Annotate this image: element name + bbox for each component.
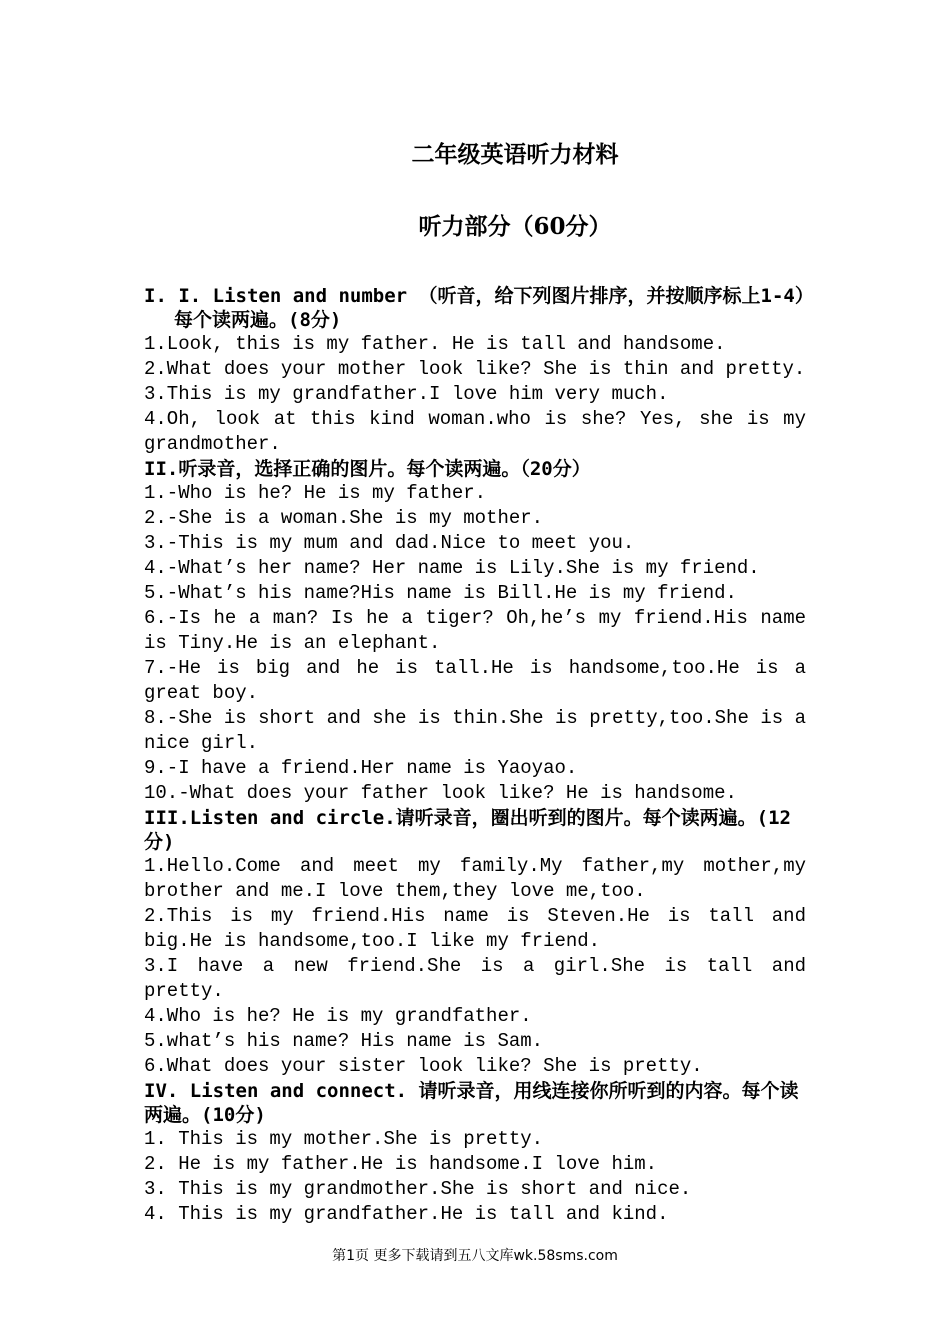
section-3-line-2: 2.This is my friend.His name is Steven.He is tall and big.He is handsome,too.I like my friend. [144,905,806,952]
section-4-line-3: 3. This is my grandmother.She is short and nice. [144,1178,692,1200]
section-2-line-5: 5.-What’s his name?His name is Bill.He is my friend. [144,582,737,604]
section-2-line-2: 2.-She is a woman.She is my mother. [144,507,544,529]
section-1-line-1: 1.Look, this is my father. He is tall and handsome. [144,333,726,355]
section-1-heading: I. I. Listen and number （听音，给下列图片排序，并按顺序标上1-4）每个读两遍。(8分) [144,285,805,331]
section-1-line-2: 2.What does your mother look like? She is thin and pretty. [144,358,806,380]
section-2-line-3: 3.-This is my mum and dad.Nice to meet you. [144,532,635,554]
listening-content [144,284,806,1227]
section-2-line-10: 10.-What does your father look like? He is handsome. [144,782,737,804]
section-2-line-9: 9.-I have a friend.Her name is Yaoyao. [144,757,578,779]
section-4-heading: IV. Listen and connect. 请听录音，用线连接你所听到的内容。每个读两遍。(10分) [144,1080,799,1126]
section-3-line-6: 6.What does your sister look like? She is pretty. [144,1055,703,1077]
section-1 [144,284,806,457]
section-2-line-6: 6.-Is he a man? Is he a tiger? Oh,he’s my friend.His name is Tiny.He is an elephant. [144,607,806,654]
section-1-line-3: 3.This is my grandfather.I love him very much. [144,383,669,405]
section-2 [144,457,806,806]
section-2-line-8: 8.-She is short and she is thin.She is pretty,too.She is a nice girl. [144,707,806,754]
section-4-line-4: 4. This is my grandfather.He is tall and kind. [144,1203,669,1225]
section-4-line-2: 2. He is my father.He is handsome.I love him. [144,1153,658,1175]
section-3-line-5: 5.what’s his name? His name is Sam. [144,1030,544,1052]
section-3-line-1: 1.Hello.Come and meet my family.My father,my mother,my brother and me.I love them,they love me,too. [144,855,806,902]
section-2-line-7: 7.-He is big and he is tall.He is handsome,too.He is a great boy. [144,657,806,704]
section-1-line-4: 4.Oh, look at this kind woman.who is she? Yes, she is my grandmother. [144,408,806,455]
section-3 [144,806,806,1079]
page-footer[interactable]: 第1页 更多下载请到五八文库wk.58sms.com [332,1248,618,1264]
section-4-line-1: 1. This is my mother.She is pretty. [144,1128,544,1150]
document-title: 二年级英语听力材料 [411,141,619,168]
section-4 [144,1079,806,1227]
section-2-line-1: 1.-Who is he? He is my father. [144,482,487,504]
section-2-heading: II.听录音，选择正确的图片。每个读两遍。（20分） [144,458,591,480]
section-2-line-4: 4.-What’s her name? Her name is Lily.She is my friend. [144,557,760,579]
document-subtitle: 听力部分（60分） [418,213,612,240]
section-3-heading: III.Listen and circle.请听录音，圈出听到的图片。每个读两遍。(12分) [144,807,791,853]
section-3-line-3: 3.I have a new friend.She is a girl.She is tall and pretty. [144,955,806,1002]
section-3-line-4: 4.Who is he? He is my grandfather. [144,1005,532,1027]
